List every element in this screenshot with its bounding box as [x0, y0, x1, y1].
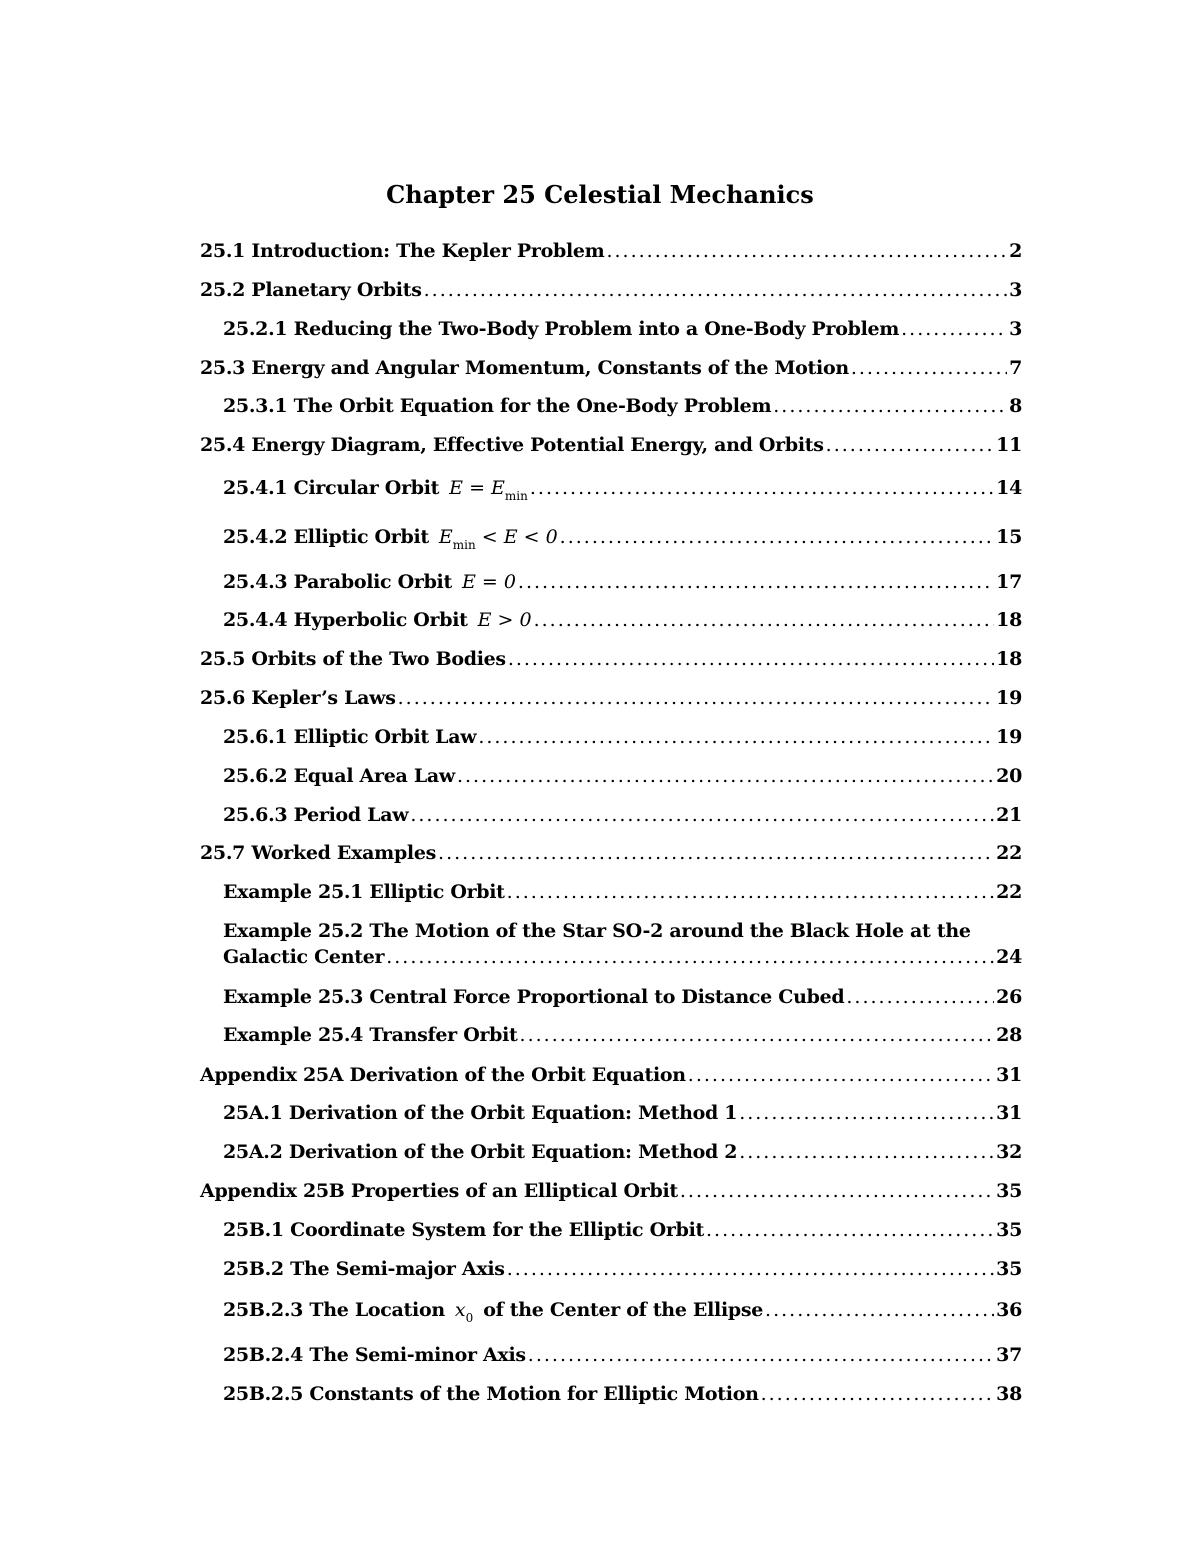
toc-page-number: 31 [996, 1064, 1022, 1086]
toc-entry-25-4-1[interactable] [223, 475, 1022, 503]
toc-leader-dots [457, 763, 994, 789]
toc-entry-appendix-25b[interactable] [200, 1178, 1022, 1204]
math-expression: E = 0 [461, 571, 516, 593]
toc-leader-dots [386, 944, 994, 970]
toc-entry-example-25-1[interactable] [223, 879, 1022, 905]
toc-leader-dots [424, 277, 1007, 303]
toc-page-number: 38 [996, 1383, 1022, 1405]
toc-entry-25a-2[interactable] [223, 1139, 1022, 1165]
toc-page-number: 2 [1009, 240, 1022, 262]
toc-entry-example-25-2[interactable] [223, 918, 1022, 970]
toc-entry-title: 25B.2.5 Constants of the Motion for Elliptic Motion [223, 1383, 759, 1405]
toc-entry-title: 25.4.2 Elliptic Orbit [223, 526, 429, 548]
toc-entry-title: 25A.2 Derivation of the Orbit Equation: Method 2 [223, 1141, 738, 1163]
toc-leader-dots [410, 802, 994, 828]
toc-entry-title: 25.3 Energy and Angular Momentum, Constants of the Motion [200, 357, 849, 379]
toc-page-number: 3 [1009, 318, 1022, 340]
toc-page-number: 24 [996, 946, 1022, 968]
toc-leader-dots [507, 879, 994, 905]
toc-entry-title: 25.1 Introduction: The Kepler Problem [200, 240, 605, 262]
toc-entry-25-3[interactable] [200, 355, 1022, 381]
toc-leader-dots [528, 1342, 994, 1368]
toc-entry-title: 25.4.3 Parabolic Orbit [223, 571, 452, 593]
toc-entry-title: 25.6.2 Equal Area Law [223, 765, 455, 787]
toc-entry-title: 25B.2.3 The Location [223, 1299, 445, 1321]
toc-page-number: 21 [996, 804, 1022, 826]
toc-leader-dots [398, 685, 995, 711]
toc-leader-dots [520, 1022, 995, 1048]
toc-page-number: 7 [1009, 357, 1022, 379]
toc-entry-title: 25A.1 Derivation of the Orbit Equation: Method 1 [223, 1102, 738, 1124]
toc-page-number: 18 [996, 648, 1022, 670]
toc-entry-25b-1[interactable] [223, 1217, 1022, 1243]
toc-page-number: 35 [996, 1219, 1022, 1241]
toc-leader-dots [706, 1217, 994, 1243]
toc-page-number: 19 [996, 687, 1022, 709]
toc-entry-25b-2-5[interactable] [223, 1381, 1022, 1407]
toc-entry-example-25-4[interactable] [223, 1022, 1022, 1048]
math-expression: $E_{min} < E < 0$ [438, 526, 558, 552]
toc-leader-dots [680, 1178, 994, 1204]
toc-entry-25-4-3[interactable] [223, 569, 1022, 595]
toc-leader-dots [851, 355, 1007, 381]
toc-page-number: 20 [996, 765, 1022, 787]
math-expression: E > 0 [477, 609, 532, 631]
toc-entry-title: Example 25.3 Central Force Proportional to Distance Cubed [223, 986, 845, 1008]
toc-page-number: 3 [1009, 279, 1022, 301]
toc-entry-title: 25.2.1 Reducing the Two-Body Problem into a One-Body Problem [223, 318, 900, 340]
toc-entry-25-3-1[interactable] [223, 393, 1022, 419]
toc-page-number: 32 [996, 1141, 1022, 1163]
toc-page-number: 15 [996, 526, 1022, 548]
toc-leader-dots [901, 316, 1007, 342]
toc-entry-25-4-2[interactable] [223, 524, 1022, 552]
toc-entry-title: Appendix 25B Properties of an Elliptical Orbit [200, 1180, 678, 1202]
toc-entry-title: Example 25.1 Elliptic Orbit [223, 881, 505, 903]
toc-leader-dots [739, 1100, 994, 1126]
chapter-title: Chapter 25 Celestial Mechanics [386, 180, 814, 209]
toc-leader-dots [739, 1139, 994, 1165]
toc-entry-25-4[interactable] [200, 432, 1022, 458]
toc-entry-title: 25.4.1 Circular Orbit [223, 477, 440, 499]
toc-entry-25b-2[interactable] [223, 1256, 1022, 1282]
toc-entry-title: 25.4.4 Hyperbolic Orbit [223, 609, 468, 631]
toc-entry-title: 25.5 Orbits of the Two Bodies [200, 648, 506, 670]
toc-entry-25-1[interactable] [200, 238, 1022, 264]
toc-leader-dots [438, 840, 994, 866]
toc-entry-title-line2: Galactic Center [223, 946, 385, 968]
toc-entry-title: 25B.2.4 The Semi-minor Axis [223, 1344, 526, 1366]
toc-page-number: 17 [996, 571, 1022, 593]
toc-leader-dots [478, 724, 994, 750]
toc-entry-title: 25.6.3 Period Law [223, 804, 409, 826]
toc-page-number: 18 [996, 609, 1022, 631]
toc-entry-title: 25.6 Kepler’s Laws [200, 687, 396, 709]
toc-entry-title: 25.6.1 Elliptic Orbit Law [223, 726, 477, 748]
toc-entry-25b-2-4[interactable] [223, 1342, 1022, 1368]
math-expression: $E = E_{min}$ [449, 477, 528, 503]
toc-leader-dots [765, 1297, 994, 1323]
toc-page-number: 22 [996, 842, 1022, 864]
toc-page-number: 35 [996, 1180, 1022, 1202]
toc-entry-25-6[interactable] [200, 685, 1022, 711]
toc-entry-25-2[interactable] [200, 277, 1022, 303]
toc-entry-title: 25B.1 Coordinate System for the Elliptic Orbit [223, 1219, 704, 1241]
toc-page-number: 19 [996, 726, 1022, 748]
toc-page-number: 11 [996, 434, 1022, 456]
toc-entry-25-4-4[interactable] [223, 607, 1022, 633]
toc-entry-25-6-2[interactable] [223, 763, 1022, 789]
toc-leader-dots [518, 569, 994, 595]
toc-page-number: 8 [1009, 395, 1022, 417]
toc-leader-dots [560, 524, 994, 550]
toc-leader-dots [507, 1256, 994, 1282]
toc-entry-title: Example 25.4 Transfer Orbit [223, 1024, 518, 1046]
toc-page-number: 26 [996, 986, 1022, 1008]
toc-entry-title: 25B.2 The Semi-major Axis [223, 1258, 505, 1280]
toc-entry-25-2-1[interactable] [223, 316, 1022, 342]
toc-entry-title: 25.2 Planetary Orbits [200, 279, 422, 301]
toc-entry-25-7[interactable] [200, 840, 1022, 866]
toc-entry-title: 25.4 Energy Diagram, Effective Potential Energy, and Orbits [200, 434, 824, 456]
toc-leader-dots [761, 1381, 995, 1407]
toc-leader-dots [846, 984, 994, 1010]
toc-page-number: 22 [996, 881, 1022, 903]
toc-leader-dots [826, 432, 995, 458]
toc-leader-dots [508, 646, 994, 672]
toc-entry-title: Appendix 25A Derivation of the Orbit Equation [200, 1064, 686, 1086]
toc-leader-dots [530, 475, 994, 501]
toc-leader-dots [606, 238, 1007, 264]
toc-page-number: 36 [996, 1299, 1022, 1321]
toc-leader-dots [688, 1062, 994, 1088]
table-of-contents [200, 0, 1022, 1553]
toc-page-number: 35 [996, 1258, 1022, 1280]
toc-entry-25a-1[interactable] [223, 1100, 1022, 1126]
toc-entry-title: 25.3.1 The Orbit Equation for the One-Body Problem [223, 395, 772, 417]
toc-entry-25-5[interactable] [200, 646, 1022, 672]
math-expression: $x_0$ [454, 1299, 474, 1325]
toc-entry-title-continued: of the Center of the Ellipse [483, 1299, 764, 1321]
toc-entry-example-25-3[interactable] [223, 984, 1022, 1010]
toc-page-number: 14 [996, 477, 1022, 499]
toc-leader-dots [773, 393, 1007, 419]
toc-entry-title-line1: Example 25.2 The Motion of the Star SO-2 around the Black Hole at the [223, 920, 971, 942]
toc-entry-25-6-3[interactable] [223, 802, 1022, 828]
toc-entry-25-6-1[interactable] [223, 724, 1022, 750]
toc-page-number: 31 [996, 1102, 1022, 1124]
toc-entry-25b-2-3[interactable] [223, 1297, 1022, 1325]
toc-entry-appendix-25a[interactable] [200, 1062, 1022, 1088]
toc-leader-dots [534, 607, 995, 633]
toc-page-number: 28 [996, 1024, 1022, 1046]
toc-page-number: 37 [996, 1344, 1022, 1366]
toc-entry-title: 25.7 Worked Examples [200, 842, 437, 864]
